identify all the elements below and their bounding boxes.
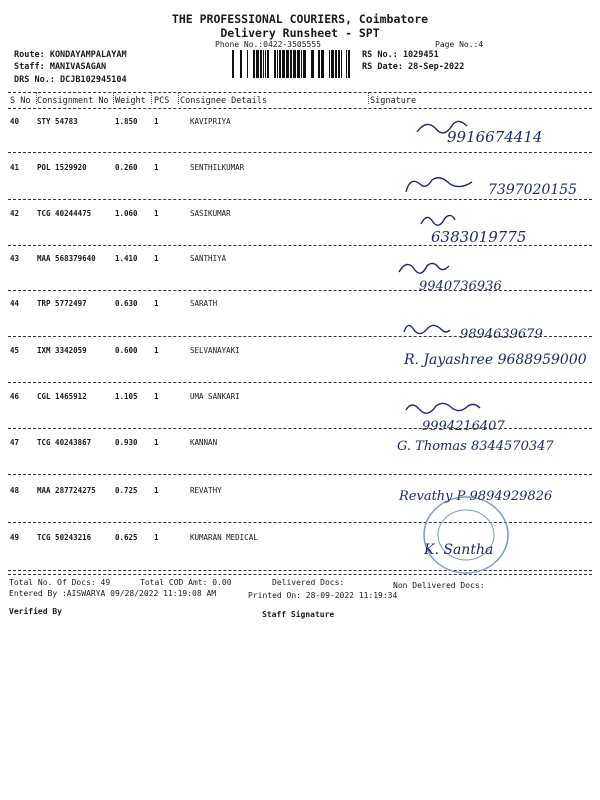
- col-divider: [113, 92, 114, 104]
- table-header-rule: [8, 108, 592, 109]
- row-consignee: KUMARAN MEDICAL: [190, 533, 258, 542]
- drs-number: DRS No.: DCJB102945104: [14, 75, 127, 85]
- row-consignment: IXM 3342059: [37, 346, 87, 355]
- table-top-rule: [8, 92, 592, 93]
- col-header-consignment: Consignment No: [37, 96, 109, 106]
- row-pcs: 1: [154, 209, 159, 218]
- row-weight: 0.930: [115, 438, 138, 447]
- route-label: Route: KONDAYAMPALAYAM: [14, 50, 127, 60]
- row-weight: 1.850: [115, 117, 138, 126]
- signature-text: 7397020155: [488, 182, 578, 198]
- col-divider: [178, 92, 179, 104]
- total-cod: Total COD Amt: 0.00: [140, 578, 232, 587]
- row-consignee: SANTHIYA: [190, 254, 227, 263]
- signature-text: 9994216407: [422, 419, 505, 434]
- row-weight: 0.625: [115, 533, 138, 542]
- barcode-bar: [338, 50, 340, 78]
- row-divider: [8, 152, 592, 153]
- signature-text: 6383019775: [431, 228, 527, 246]
- row-consignment: MAA 568379640: [37, 254, 96, 263]
- row-weight: 0.630: [115, 299, 138, 308]
- barcode-image: [232, 50, 350, 78]
- barcode-bar: [331, 50, 334, 78]
- row-consignee: UMA SANKARI: [190, 392, 240, 401]
- signature-text: 9916674414: [447, 128, 543, 146]
- barcode-bar: [256, 50, 259, 78]
- row-weight: 0.260: [115, 163, 138, 172]
- row-pcs: 1: [154, 254, 159, 263]
- row-pcs: 1: [154, 438, 159, 447]
- barcode-bar: [335, 50, 337, 78]
- rs-number: RS No.: 1029451: [362, 50, 439, 60]
- row-sno: 44: [10, 299, 20, 308]
- barcode-bar: [253, 50, 255, 78]
- signature-row-47: [395, 432, 590, 478]
- row-pcs: 1: [154, 392, 159, 401]
- signature-row-42: [415, 206, 590, 246]
- row-consignment: CGL 1465912: [37, 392, 87, 401]
- entered-by: Entered By :AISWARYA 09/28/2022 11:19:08 AM: [9, 589, 217, 598]
- row-sno: 41: [10, 163, 20, 172]
- col-header-weight: Weight: [115, 96, 146, 106]
- barcode-bar: [321, 50, 324, 78]
- signature-row-44: [398, 316, 596, 346]
- col-divider: [151, 92, 152, 104]
- row-weight: 1.060: [115, 209, 138, 218]
- row-pcs: 1: [154, 299, 159, 308]
- barcode-bar: [346, 50, 347, 78]
- signature-text: 9894639679: [460, 327, 543, 342]
- col-header-pcs: PCS: [154, 96, 170, 106]
- row-consignment: TRP 5772497: [37, 299, 87, 308]
- col-header-sno: S No: [10, 96, 31, 106]
- row-sno: 45: [10, 346, 20, 355]
- barcode-bar: [329, 50, 330, 78]
- row-consignee: REVATHY: [190, 486, 222, 495]
- barcode-bar: [265, 50, 266, 78]
- barcode-bar: [297, 50, 300, 78]
- barcode-bar: [260, 50, 262, 78]
- barcode-bar: [240, 50, 242, 78]
- col-header-consignee: Consignee Details: [180, 96, 267, 106]
- row-sno: 49: [10, 533, 20, 542]
- barcode-bar: [290, 50, 292, 78]
- row-weight: 0.600: [115, 346, 138, 355]
- row-consignment: TCG 40243867: [37, 438, 92, 447]
- row-weight: 1.410: [115, 254, 138, 263]
- document-subtitle: Delivery Runsheet - SPT: [220, 26, 380, 40]
- barcode-bar: [232, 50, 234, 78]
- rs-date: RS Date: 28-Sep-2022: [362, 62, 465, 72]
- signature-row-40: [395, 112, 590, 146]
- signature-row-48: [395, 482, 590, 530]
- barcode-bar: [247, 50, 248, 78]
- signature-text: K. Santha: [424, 542, 494, 558]
- row-weight: 0.725: [115, 486, 138, 495]
- staff-signature: Staff Signature: [262, 610, 335, 619]
- phone-number: Phone No.:0422-3505555: [215, 40, 321, 49]
- row-sno: 42: [10, 209, 20, 218]
- row-consignment: MAA 287724275: [37, 486, 96, 495]
- printed-on: Printed On: 28-09-2022 11:19:34: [248, 591, 398, 600]
- verified-by: Verified By: [9, 607, 62, 616]
- row-sno: 40: [10, 117, 20, 126]
- row-consignee: KAVIPRIYA: [190, 117, 231, 126]
- page-number: Page No.:4: [435, 40, 484, 49]
- row-pcs: 1: [154, 533, 159, 542]
- barcode-bar: [282, 50, 285, 78]
- barcode-bar: [293, 50, 296, 78]
- col-divider: [368, 92, 369, 104]
- signature-row-49: [420, 530, 510, 566]
- row-sno: 48: [10, 486, 20, 495]
- signature-text: R. Jayashree 9688959000: [404, 352, 587, 368]
- row-consignee: SASIKUMAR: [190, 209, 231, 218]
- barcode-bar: [318, 50, 320, 78]
- col-header-signature: Signature: [370, 96, 417, 106]
- barcode-bar: [263, 50, 264, 78]
- signature-text: G. Thomas 8344570347: [397, 439, 554, 454]
- signature-row-41: [400, 170, 590, 200]
- row-sno: 46: [10, 392, 20, 401]
- footer-rule: [8, 574, 592, 575]
- total-docs: Total No. Of Docs: 49: [9, 578, 111, 587]
- barcode-bar: [303, 50, 306, 78]
- row-sno: 47: [10, 438, 20, 447]
- signature-text: 9940736936: [419, 279, 502, 294]
- signature-row-43: [395, 252, 590, 294]
- row-consignment: TCG 50243216: [37, 533, 92, 542]
- barcode-bar: [274, 50, 276, 78]
- signature-text: Revathy P 9894929826: [399, 489, 553, 504]
- non-delivered-docs: Non Delivered Docs:: [393, 581, 485, 590]
- barcode-bar: [348, 50, 350, 78]
- row-consignee: SENTHILKUMAR: [190, 163, 245, 172]
- signature-row-45: [400, 346, 590, 392]
- row-pcs: 1: [154, 346, 159, 355]
- row-consignment: POL 1529920: [37, 163, 87, 172]
- row-consignment: TCG 40244475: [37, 209, 92, 218]
- barcode-bar: [267, 50, 269, 78]
- barcode-bar: [311, 50, 314, 78]
- row-pcs: 1: [154, 117, 159, 126]
- row-weight: 1.105: [115, 392, 138, 401]
- barcode-bar: [279, 50, 281, 78]
- row-consignee: KANNAN: [190, 438, 218, 447]
- barcode-bar: [277, 50, 278, 78]
- barcode-bar: [286, 50, 289, 78]
- row-consignee: SELVANAYAKI: [190, 346, 240, 355]
- row-consignment: STY 54783: [37, 117, 78, 126]
- delivered-docs: Delivered Docs:: [272, 578, 345, 587]
- staff-label: Staff: MANIVASAGAN: [14, 62, 107, 72]
- row-pcs: 1: [154, 163, 159, 172]
- row-consignee: SARATH: [190, 299, 218, 308]
- barcode-bar: [301, 50, 302, 78]
- col-divider: [36, 92, 37, 104]
- row-pcs: 1: [154, 486, 159, 495]
- row-sno: 43: [10, 254, 20, 263]
- barcode-bar: [341, 50, 342, 78]
- company-title: THE PROFESSIONAL COURIERS, Coimbatore: [171, 12, 429, 26]
